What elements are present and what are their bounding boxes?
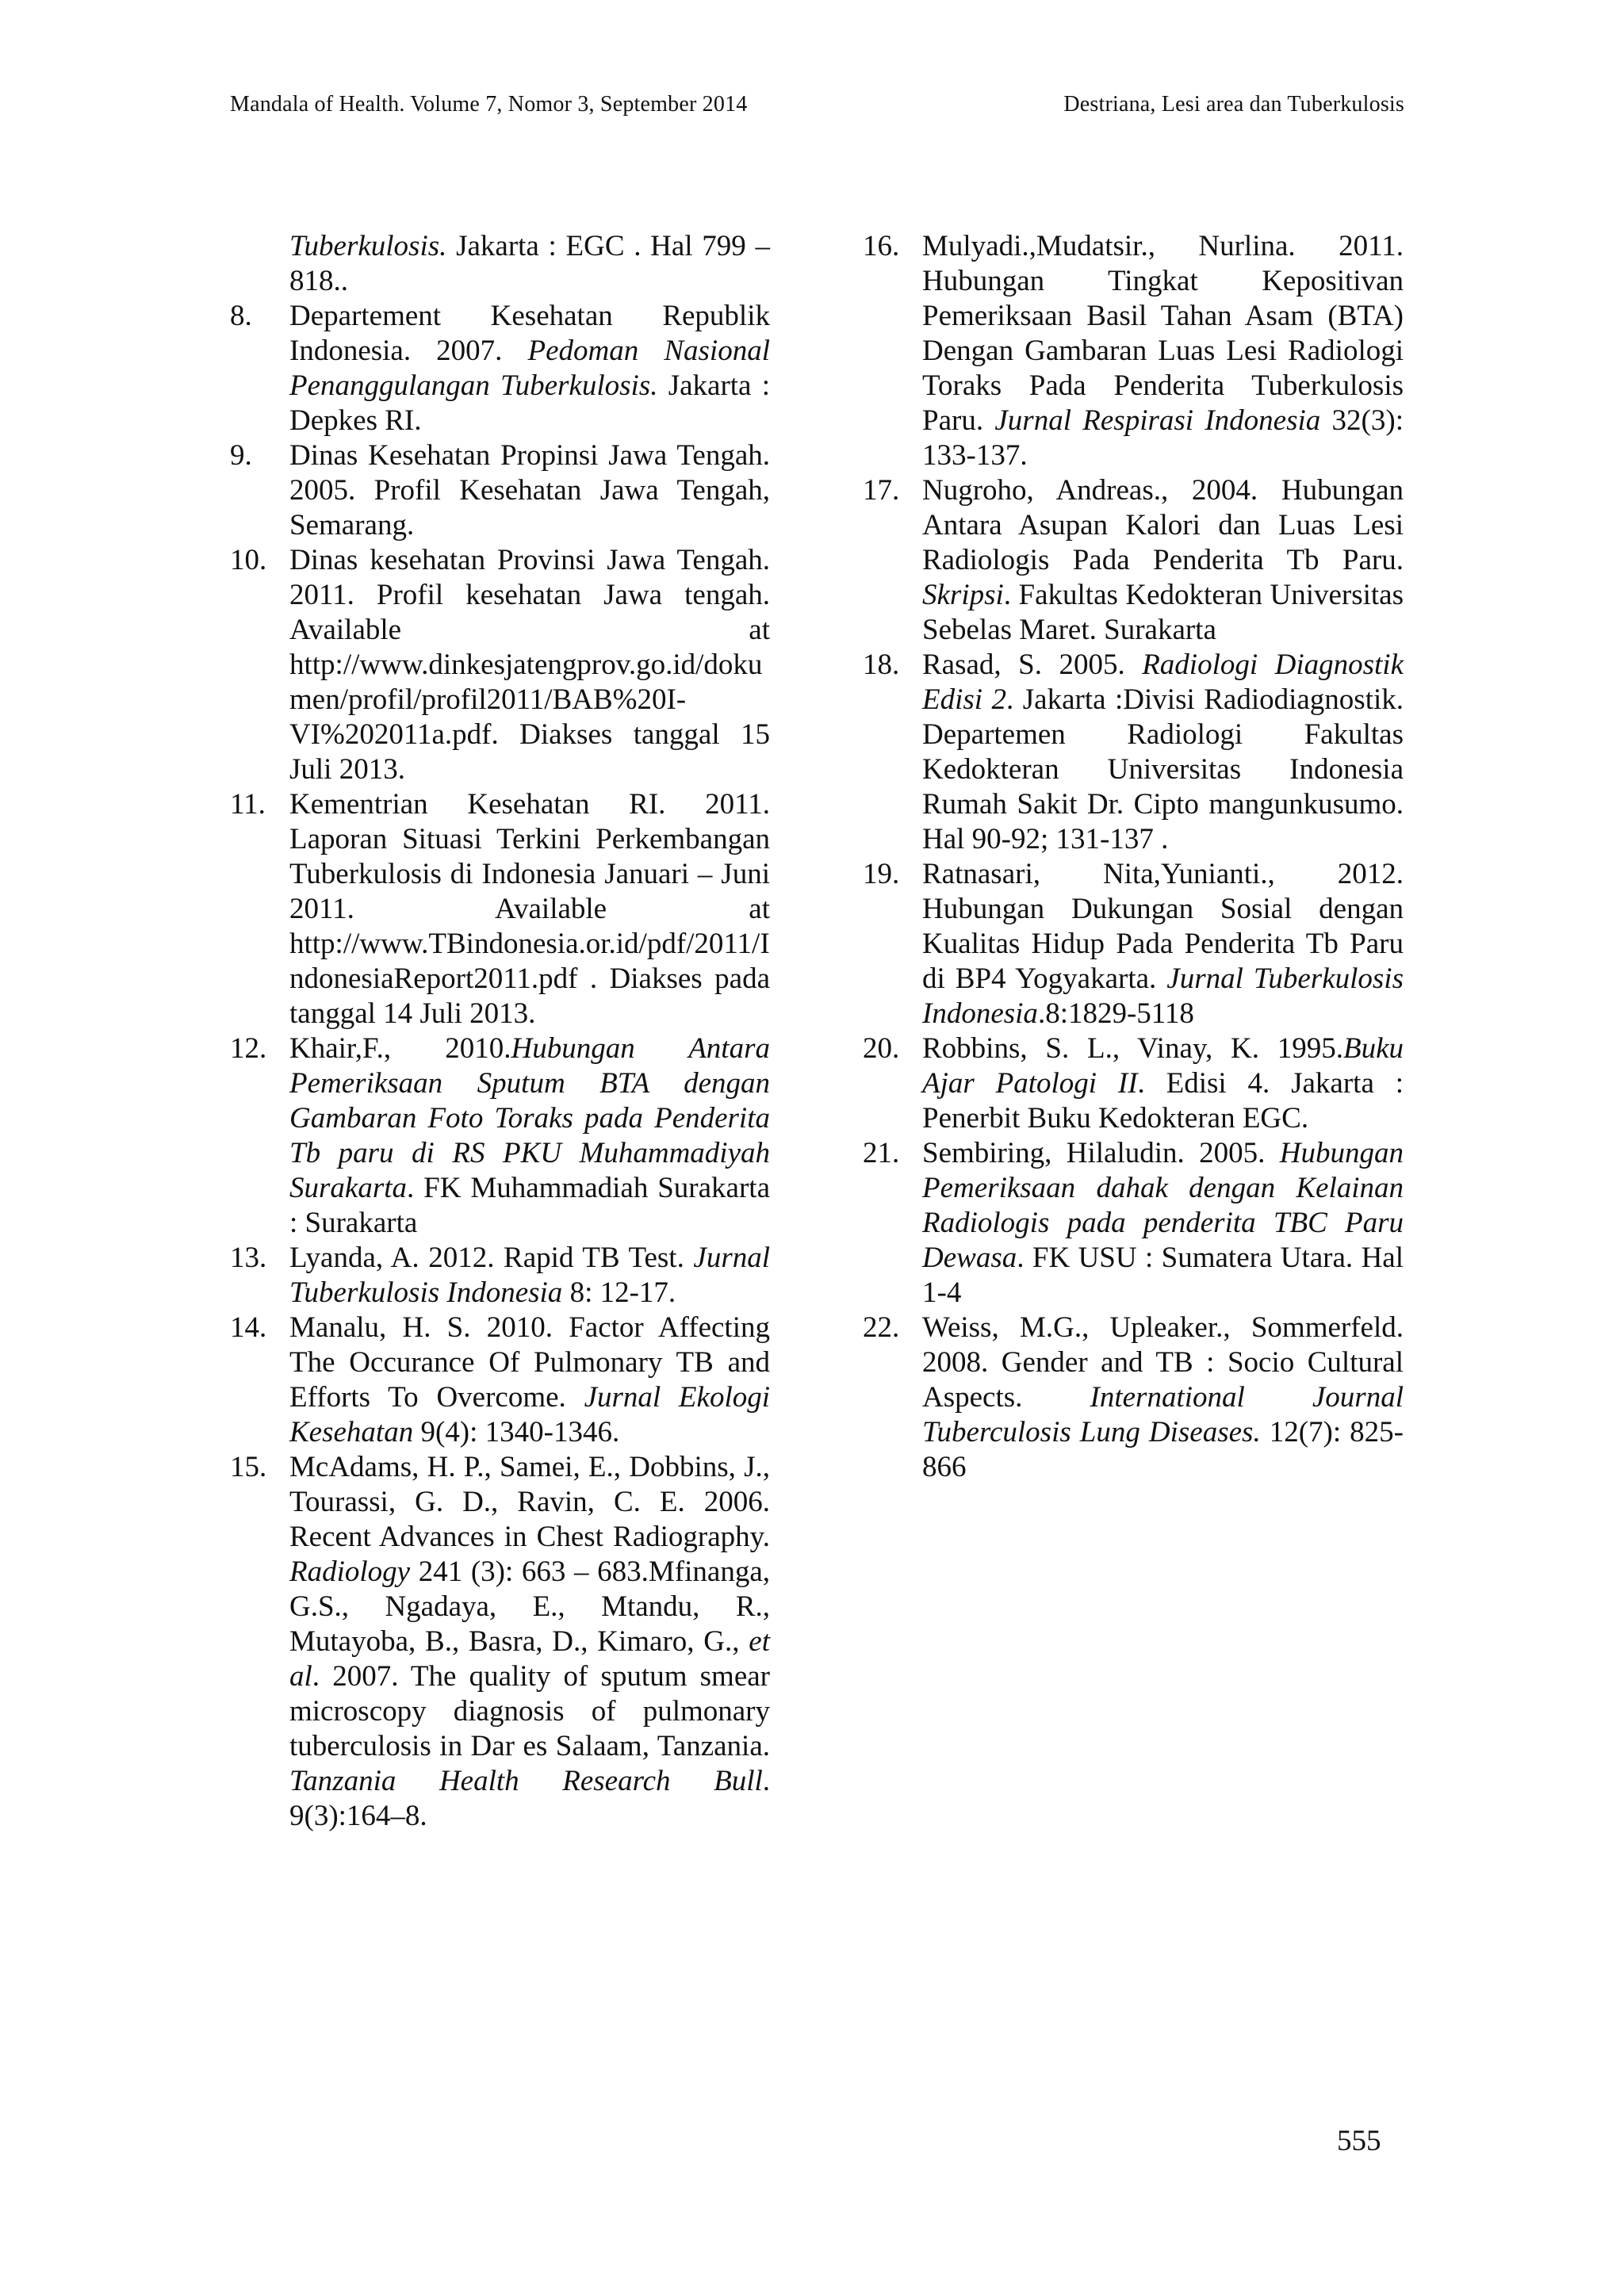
reference-number: 13.	[230, 1242, 267, 1274]
reference-list-left	[230, 299, 770, 1834]
reference-italic-text: International Journal Tuberculosis Lung Diseases.	[922, 1381, 1404, 1448]
reference-text: . FK USU : Sumatera Utara. Hal 1-4	[922, 1242, 1404, 1309]
reference-italic-text: Jurnal Tuberkulosis Indonesia	[922, 962, 1404, 1030]
reference-body	[289, 299, 770, 438]
running-header-journal: Mandala of Health. Volume 7, Nomor 3, September 2014	[230, 92, 748, 117]
reference-text: 8: 12-17.	[562, 1276, 676, 1309]
reference-number: 16.	[863, 230, 900, 262]
reference-text: 241 (3): 663 – 683.Mfinanga, G.S., Ngadaya, E., Mtandu, R., Mutayoba, B., Basra, D., Kimaro, G.,	[289, 1556, 770, 1658]
reference-body	[922, 229, 1404, 473]
reference-text: . Fakultas Kedokteran Universitas Sebelas Maret. Surakarta	[922, 579, 1404, 646]
reference-italic-text: Jurnal Respirasi Indonesia	[994, 404, 1321, 437]
reference-number: 20.	[863, 1032, 900, 1065]
reference-item	[230, 787, 770, 1031]
reference-item	[863, 1311, 1404, 1485]
reference-text: 9(4): 1340-1346.	[413, 1416, 620, 1448]
reference-italic-text: Tuberkulosis.	[289, 230, 447, 262]
reference-body	[289, 787, 770, 1031]
reference-number: 15.	[230, 1451, 267, 1483]
page-number: 555	[1337, 2125, 1381, 2157]
reference-item	[230, 438, 770, 543]
reference-italic-text: Jurnal Tuberkulosis Indonesia	[289, 1242, 770, 1309]
reference-number: 10.	[230, 544, 267, 576]
reference-text: Robbins, S. L., Vinay, K. 1995.	[922, 1032, 1343, 1065]
reference-item	[863, 229, 1404, 473]
reference-number: 12.	[230, 1032, 267, 1065]
reference-text: . 9(3):164–8.	[289, 1765, 770, 1832]
reference-text: Jakarta : EGC . Hal 799 – 818..	[289, 230, 770, 297]
reference-text: Weiss, M.G., Upleaker., Sommerfeld. 2008. Gender and TB : Socio Cultural Aspects.	[922, 1311, 1404, 1414]
references-column-left	[230, 229, 770, 1834]
reference-body	[922, 1031, 1404, 1136]
reference-text: Manalu, H. S. 2010. Factor Affecting The Occurance Of Pulmonary TB and Efforts To Overcome.	[289, 1311, 770, 1414]
reference-item	[230, 299, 770, 438]
reference-italic-text: Pedoman Nasional Penanggulangan Tuberkulosis.	[289, 335, 770, 402]
reference-number: 18.	[863, 649, 900, 681]
reference-number: 11.	[230, 788, 266, 821]
reference-text: .8:1829-5118	[1037, 997, 1194, 1030]
reference-item	[230, 543, 770, 787]
reference-text: Jakarta : Depkes RI.	[289, 369, 770, 437]
references-column-right	[863, 229, 1404, 1485]
reference-body	[922, 1311, 1404, 1485]
reference-italic-text: Hubungan Antara Pemeriksaan Sputum BTA dengan Gambaran Foto Toraks pada Penderita Tb paru di RS PKU Muhammadiyah Surakarta	[289, 1032, 770, 1204]
reference-italic-text: Tanzania Health Research Bull	[289, 1765, 763, 1797]
reference-italic-text: et al	[289, 1625, 770, 1693]
reference-number: 17.	[863, 474, 900, 507]
reference-italic-text: Buku Ajar Patologi II	[922, 1032, 1404, 1100]
reference-body	[289, 1031, 770, 1241]
reference-text: Departement Kesehatan Republik Indonesia. 2007.	[289, 300, 770, 367]
reference-body	[922, 648, 1404, 857]
reference-italic-text: Hubungan Pemeriksaan dahak dengan Kelainan Radiologis pada penderita TBC Paru Dewasa	[922, 1137, 1404, 1274]
reference-item	[863, 857, 1404, 1031]
reference-text: Nugroho, Andreas., 2004. Hubungan Antara Asupan Kalori dan Luas Lesi Radiologis Pada Penderita Tb Paru.	[922, 474, 1404, 576]
reference-body	[289, 543, 770, 787]
reference-body	[922, 473, 1404, 648]
reference-italic-text: Radiology	[289, 1556, 411, 1588]
reference-text: McAdams, H. P., Samei, E., Dobbins, J., Tourassi, G. D., Ravin, C. E. 2006. Recent Advances in Chest Radiography.	[289, 1451, 770, 1553]
reference-item	[230, 1311, 770, 1450]
reference-text: Lyanda, A. 2012. Rapid TB Test.	[289, 1242, 694, 1274]
reference-text: . 2007. The quality of sputum smear microscopy diagnosis of pulmonary tuberculosis in Dar es Salaam, Tanzania.	[289, 1660, 770, 1762]
reference-body	[922, 1136, 1404, 1311]
reference-body	[289, 1241, 770, 1311]
reference-text: Khair,F., 2010.	[289, 1032, 511, 1065]
reference-text: Dinas Kesehatan Propinsi Jawa Tengah. 2005. Profil Kesehatan Jawa Tengah, Semarang.	[289, 439, 770, 541]
reference-body	[922, 857, 1404, 1031]
reference-italic-text: Radiologi Diagnostik Edisi 2	[922, 649, 1404, 716]
reference-item	[863, 1031, 1404, 1136]
reference-item	[863, 648, 1404, 857]
reference-item	[230, 1241, 770, 1311]
reference-text: Ratnasari, Nita,Yunianti., 2012. Hubungan Dukungan Sosial dengan Kualitas Hidup Pada Penderita Tb Paru di BP4 Yogyakarta.	[922, 858, 1404, 995]
reference-number: 22.	[863, 1311, 900, 1344]
reference-text: Kementrian Kesehatan RI. 2011. Laporan Situasi Terkini Perkembangan Tuberkulosis di Indonesia Januari – Juni 2011. Available at http://www.TBindonesia.or.id/pdf/2011/IndonesiaReport2011.pdf . Diakses pada tanggal 14 Juli 2013.	[289, 788, 770, 1030]
reference-text: 32(3): 133-137.	[922, 404, 1404, 472]
reference-item	[230, 1031, 770, 1241]
reference-body	[289, 1450, 770, 1834]
reference-text: . FK Muhammadiah Surakarta : Surakarta	[289, 1172, 770, 1239]
reference-text: Sembiring, Hilaludin. 2005.	[922, 1137, 1280, 1169]
running-header-article: Destriana, Lesi area dan Tuberkulosis	[1063, 92, 1404, 117]
reference-italic-text: Skripsi	[922, 579, 1004, 611]
reference-item	[863, 473, 1404, 648]
reference-body	[289, 1311, 770, 1450]
reference-number: 9.	[230, 439, 252, 472]
reference-text: . Jakarta :Divisi Radiodiagnostik. Departemen Radiologi Fakultas Kedokteran Universitas Indonesia Rumah Sakit Dr. Cipto mangunkusumo. Hal 90-92; 131-137 .	[922, 683, 1404, 855]
reference-text: Dinas kesehatan Provinsi Jawa Tengah. 2011. Profil kesehatan Jawa tengah. Available at http://www.dinkesjatengprov.go.id/dokumen/profil/profil2011/BAB%20I-VI%202011a.pdf. Diakses tanggal 15 Juli 2013.	[289, 544, 770, 786]
reference-continuation	[230, 229, 770, 299]
reference-number: 14.	[230, 1311, 267, 1344]
reference-number: 21.	[863, 1137, 900, 1169]
reference-list-right	[863, 229, 1404, 1485]
reference-item	[863, 1136, 1404, 1311]
reference-text: Mulyadi.,Mudatsir., Nurlina. 2011. Hubungan Tingkat Kepositivan Pemeriksaan Basil Tahan Asam (BTA) Dengan Gambaran Luas Lesi Radiologi Toraks Pada Penderita Tuberkulosis Paru.	[922, 230, 1404, 437]
reference-body	[289, 438, 770, 543]
reference-item	[230, 1450, 770, 1834]
reference-italic-text: Jurnal Ekologi Kesehatan	[289, 1381, 771, 1448]
reference-number: 19.	[863, 858, 900, 890]
reference-text: 12(7): 825-866	[922, 1416, 1404, 1483]
reference-text: . Edisi 4. Jakarta : Penerbit Buku Kedokteran EGC.	[922, 1067, 1404, 1135]
reference-text: Rasad, S. 2005.	[922, 649, 1143, 681]
reference-number: 8.	[230, 300, 252, 332]
